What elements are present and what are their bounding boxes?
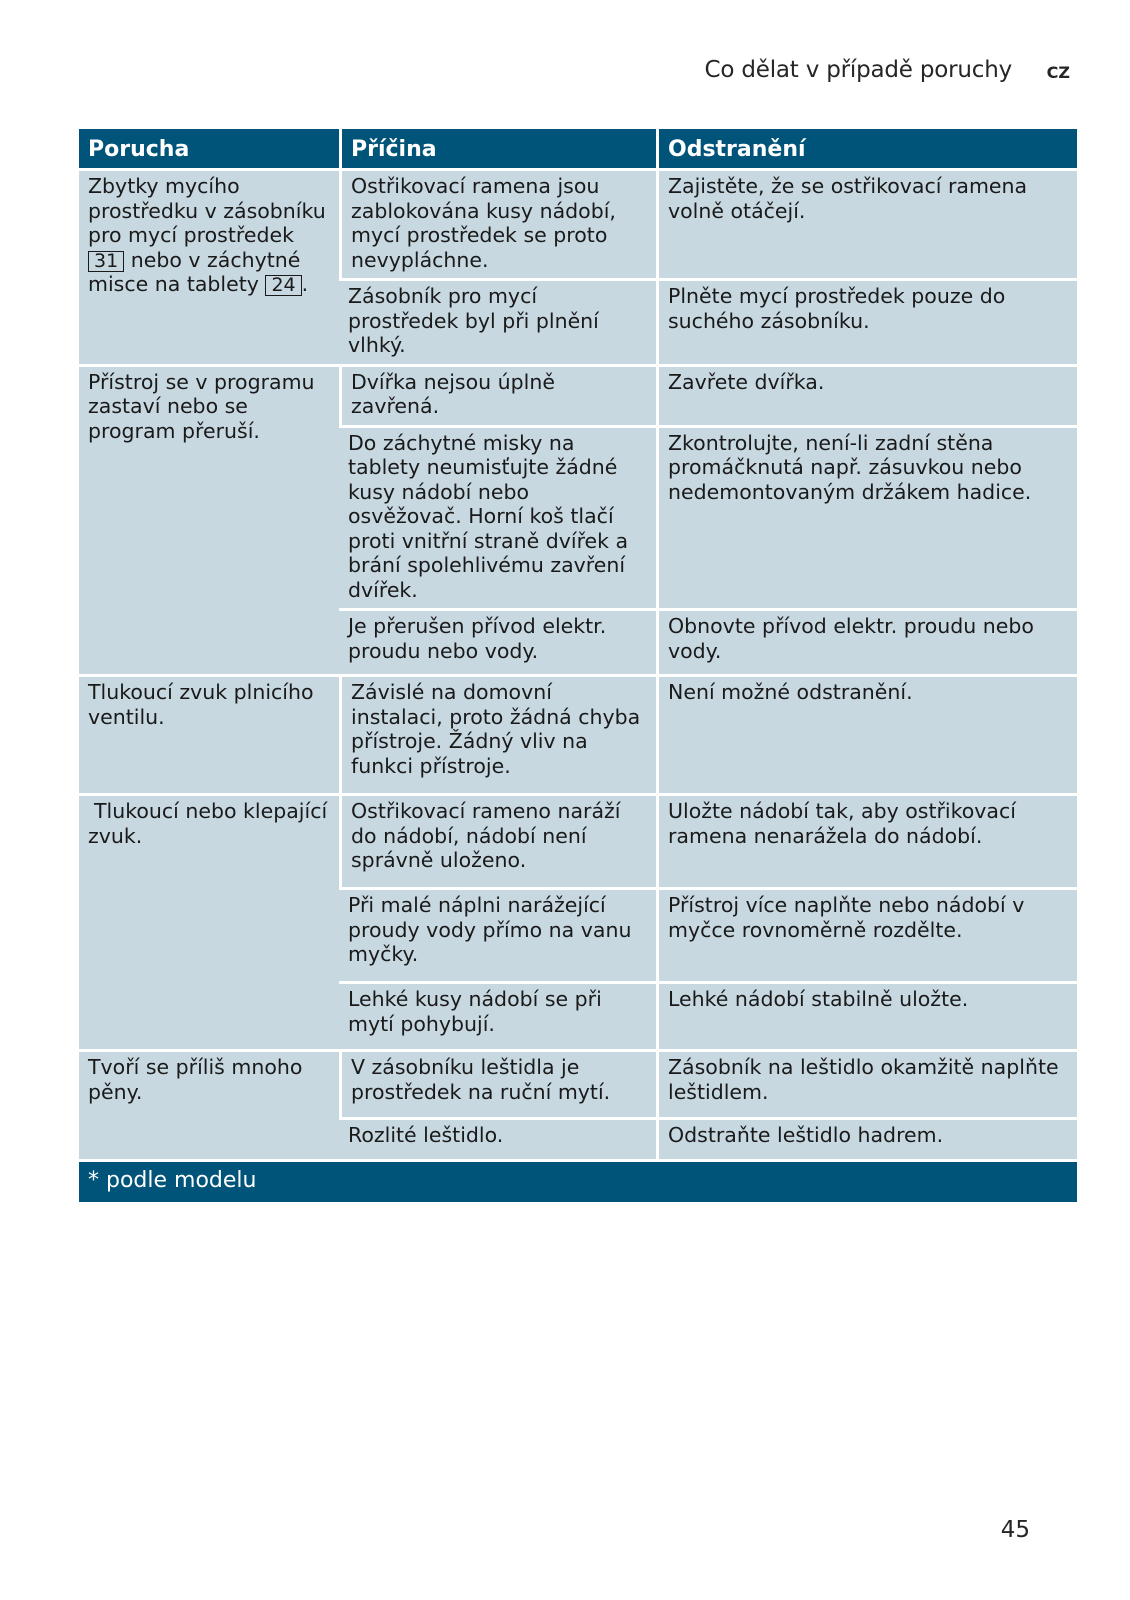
fault-text: nebo v záchytné misce na tablety	[88, 247, 301, 296]
cause-cell: V zásobníku leštidla je prostředek na ruční mytí.	[339, 1049, 656, 1117]
cause-cell: Ostřikovací ramena jsou zablokována kusy nádobí, mycí prostředek se proto nevypláchne.	[339, 171, 656, 278]
column-header-fault: Porucha	[79, 129, 339, 171]
language-code: CZ	[1046, 63, 1070, 82]
page-number: 45	[1000, 1517, 1030, 1543]
fault-text-end: .	[301, 272, 309, 296]
remedy-cell: Odstraňte leštidlo hadrem.	[656, 1117, 1077, 1159]
fault-cell: Přístroj se v programu zastaví nebo se program přeruší.	[79, 364, 339, 675]
table-footnote-row	[79, 1159, 1077, 1202]
footnote: * podle modelu	[79, 1159, 1077, 1202]
cause-cell: Je přerušen přívod elektr. proudu nebo vody.	[339, 608, 656, 674]
cause-cell: Ostřikovací rameno naráží do nádobí, nádobí není správně uloženo.	[339, 793, 656, 887]
fault-cell: Tlukoucí zvuk plnicího ventilu.	[79, 674, 339, 793]
remedy-cell: Obnovte přívod elektr. proudu nebo vody.	[656, 608, 1077, 674]
cause-cell: Zásobník pro mycí prostředek byl při plnění vlhký.	[339, 278, 656, 364]
remedy-cell: Zkontrolujte, není-li zadní stěna promáčknutá např. zásuvkou nebo nedemontovaným držákem hadice.	[656, 425, 1077, 609]
cause-cell: Závislé na domovní instalaci, proto žádná chyba přístroje. Žádný vliv na funkci přístroje.	[339, 674, 656, 793]
fault-cell: Tlukoucí nebo klepající zvuk.	[79, 793, 339, 1049]
cause-cell: Při malé náplni narážející proudy vody přímo na vanu myčky.	[339, 887, 656, 981]
column-header-remedy: Odstranění	[656, 129, 1077, 171]
reference-31: 31	[88, 251, 124, 272]
fault-cell: Tvoří se příliš mnoho pěny.	[79, 1049, 339, 1159]
remedy-cell: Lehké nádobí stabilně uložte.	[656, 981, 1077, 1049]
table-row	[79, 793, 1077, 887]
fault-text: Zbytky mycího prostředku v zásobníku pro mycí prostředek	[88, 174, 326, 247]
troubleshooting-table	[79, 129, 1077, 1202]
reference-24: 24	[265, 275, 301, 296]
cause-cell: Do záchytné misky na tablety neumisťujte žádné kusy nádobí nebo osvěžovač. Horní koš tlačí proti vnitřní straně dvířek a brání spolehlivému zavření dvířek.	[339, 425, 656, 609]
remedy-cell: Není možné odstranění.	[656, 674, 1077, 793]
fault-cell	[79, 171, 339, 364]
running-header-title: Co dělat v případě poruchy	[704, 57, 1012, 83]
remedy-cell: Plněte mycí prostředek pouze do suchého zásobníku.	[656, 278, 1077, 364]
cause-cell: Dvířka nejsou úplně zavřená.	[339, 364, 656, 425]
column-header-cause: Příčina	[339, 129, 656, 171]
cause-cell: Lehké kusy nádobí se při mytí pohybují.	[339, 981, 656, 1049]
remedy-cell: Zajistěte, že se ostřikovací ramena volně otáčejí.	[656, 171, 1077, 278]
table-row	[79, 1049, 1077, 1117]
table-row	[79, 171, 1077, 278]
remedy-cell: Uložte nádobí tak, aby ostřikovací ramena nenarážela do nádobí.	[656, 793, 1077, 887]
table-row	[79, 674, 1077, 793]
table-header-row	[79, 129, 1077, 171]
remedy-cell: Zavřete dvířka.	[656, 364, 1077, 425]
table-row	[79, 364, 1077, 425]
remedy-cell: Přístroj více naplňte nebo nádobí v myčce rovnoměrně rozdělte.	[656, 887, 1077, 981]
cause-cell: Rozlité leštidlo.	[339, 1117, 656, 1159]
remedy-cell: Zásobník na leštidlo okamžitě naplňte leštidlem.	[656, 1049, 1077, 1117]
